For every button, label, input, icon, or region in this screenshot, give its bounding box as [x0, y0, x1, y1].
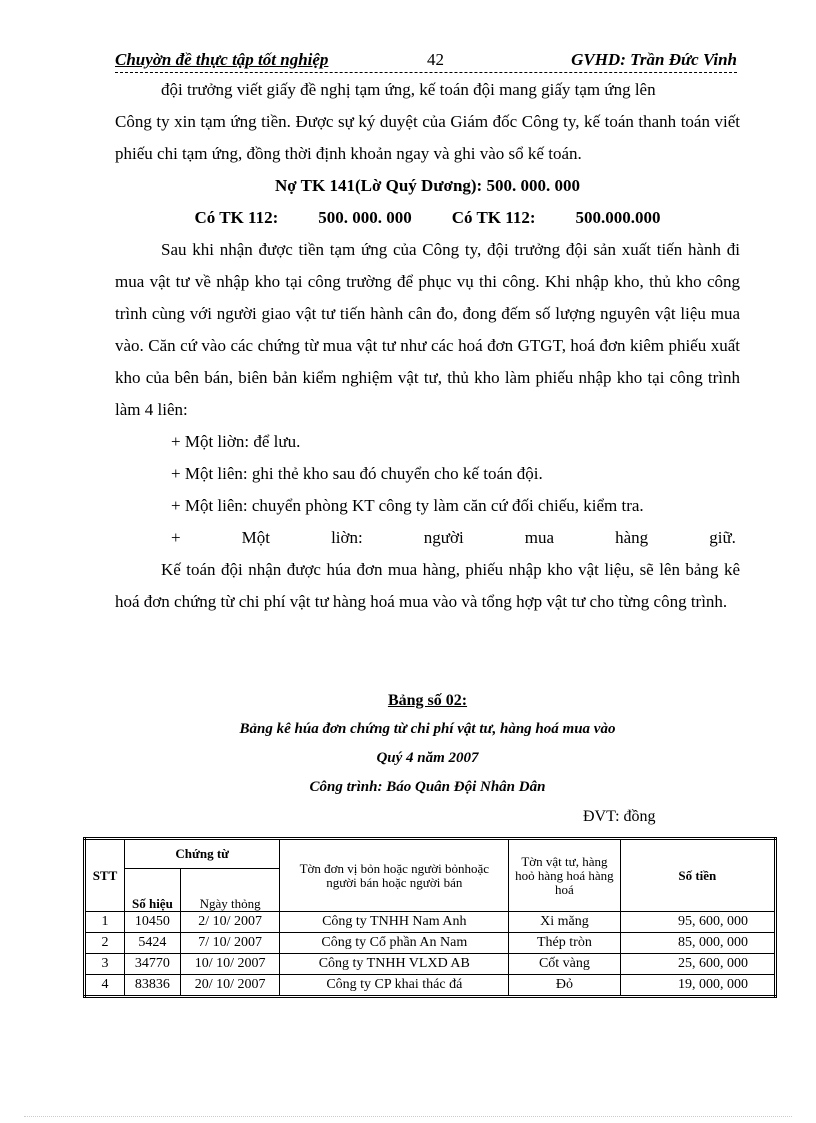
bullet-2: + Một liên: ghi thẻ kho sau đó chuyển cho kế toán đội.: [171, 464, 543, 483]
page-header: [115, 50, 737, 73]
journal-entry-credit: [115, 202, 740, 234]
table-row: [85, 933, 776, 954]
cell-so-tien: 19, 000, 000: [620, 975, 775, 997]
bullet-4-word: hàng: [615, 528, 649, 547]
bullet-4-word: giữ.: [709, 528, 736, 547]
cell-ngay: 2/ 10/ 2007: [180, 912, 280, 933]
bullet-4-word: liờn:: [331, 528, 363, 547]
cell-don-vi: Công ty TNHH Nam Anh: [280, 912, 509, 933]
cell-so-hieu: 10450: [124, 912, 180, 933]
col-ten-don-vi: Tờn đơn vị bỏn hoặc người bỏnhoặc người bán hoặc người bán: [280, 839, 509, 912]
cell-vat-tu: Cốt vàng: [509, 954, 620, 975]
page-number: 42: [427, 50, 444, 69]
journal-entry-debit: Nợ TK 141(Lờ Quý Dương): 500. 000. 000: [275, 176, 580, 195]
page-bottom-rule: [24, 1116, 792, 1117]
bullet-1: + Một liờn: để lưu.: [171, 432, 301, 451]
credit-2-label: Có TK 112:: [451, 208, 536, 227]
table-period: Quý 4 năm 2007: [376, 750, 479, 766]
cell-vat-tu: Đỏ: [509, 975, 620, 997]
header-supervisor: GVHD: Trần Đức Vinh: [571, 50, 737, 69]
paragraph-1-line-1: đội trưởng viết giấy đề nghị tạm ứng, kế toán đội mang giấy tạm ứng lên: [161, 80, 656, 99]
cell-stt: 1: [85, 912, 125, 933]
cell-don-vi: Công ty CP khai thác đá: [280, 975, 509, 997]
cell-ngay: 7/ 10/ 2007: [180, 933, 280, 954]
paragraph-2: Sau khi nhận được tiền tạm ứng của Công ty, đội trưởng đội sản xuất tiến hành đi mua vật tư về nhập kho tại công trường để phục vụ thi công. Khi nhập kho, thủ kho công trình cùng với người giao vật tư tiến hành cân đo, đong đếm số lượng nguyên vật liệu mua vào. Căn cứ vào các chứng từ mua vật tư như các hoá đơn GTGT, hoá đơn kiêm phiếu xuất kho của bên bán, biên bản kiểm nghiệm vật tư, thủ kho làm phiếu nhập kho tại công trình làm 4 liên:: [115, 240, 740, 419]
col-chung-tu: Chứng từ: [124, 839, 279, 869]
cell-so-hieu: 83836: [124, 975, 180, 997]
cell-so-hieu: 34770: [124, 954, 180, 975]
cell-stt: 2: [85, 933, 125, 954]
bullet-4-word: mua: [524, 528, 555, 547]
paragraph-1: Công ty xin tạm ứng tiền. Được sự ký duyệt của Giám đốc Công ty, kế toán thanh toán viết phiếu chi tạm ứng, đồng thời định khoản ngay và ghi vào sổ kế toán.: [115, 112, 740, 163]
bullet-3: + Một liên: chuyển phòng KT công ty làm căn cứ đối chiếu, kiểm tra.: [171, 496, 644, 515]
col-so-tien: Số tiền: [620, 839, 775, 912]
cell-ngay: 20/ 10/ 2007: [180, 975, 280, 997]
cell-vat-tu: Thép tròn: [509, 933, 620, 954]
cell-stt: 4: [85, 975, 125, 997]
cell-so-tien: 85, 000, 000: [620, 933, 775, 954]
credit-1-label: Có TK 112:: [194, 208, 279, 227]
table-row: [85, 975, 776, 997]
cell-so-tien: 25, 600, 000: [620, 954, 775, 975]
invoice-table: [83, 837, 777, 998]
bullet-4-word: Một: [241, 528, 270, 547]
col-ngay-thang: Ngày thỏng: [180, 869, 280, 912]
cell-don-vi: Công ty Cổ phần An Nam: [280, 933, 509, 954]
col-so-hieu: Số hiệu: [124, 869, 180, 912]
credit-1-value: 500. 000. 000: [318, 208, 412, 227]
table-title-block: [115, 686, 740, 802]
bullet-4-word: +: [171, 528, 181, 547]
currency-unit: ĐVT: đồng: [583, 808, 656, 825]
table-project: Công trình: Báo Quân Đội Nhân Dân: [309, 779, 546, 795]
cell-so-tien: 95, 600, 000: [620, 912, 775, 933]
cell-so-hieu: 5424: [124, 933, 180, 954]
body-text: [115, 74, 740, 618]
table-name: Bảng kê húa đơn chứng từ chi phí vật tư, hàng hoá mua vào: [239, 721, 616, 737]
cell-ngay: 10/ 10/ 2007: [180, 954, 280, 975]
paragraph-3: Kế toán đội nhận được húa đơn mua hàng, phiếu nhập kho vật liệu, sẽ lên bảng kê hoá đơn chứng từ chi phí vật tư hàng hoá mua vào và tổng hợp vật tư cho từng công trình.: [115, 560, 740, 611]
cell-stt: 3: [85, 954, 125, 975]
col-stt: STT: [85, 839, 125, 912]
cell-vat-tu: Xi măng: [509, 912, 620, 933]
table-row: [85, 954, 776, 975]
table-row: [85, 912, 776, 933]
table-header-row: [85, 839, 776, 869]
bullet-4-word: người: [423, 528, 464, 547]
table-label: Bảng số 02:: [387, 692, 468, 709]
col-ten-vat-tu: Tờn vật tư, hàng hoỏ hàng hoá hàng hoá: [509, 839, 620, 912]
credit-2-value: 500.000.000: [575, 208, 661, 227]
header-title: Chuyờn đề thực tập tốt nghiệp: [115, 50, 329, 69]
cell-don-vi: Công ty TNHH VLXD AB: [280, 954, 509, 975]
bullet-4: [115, 522, 740, 554]
